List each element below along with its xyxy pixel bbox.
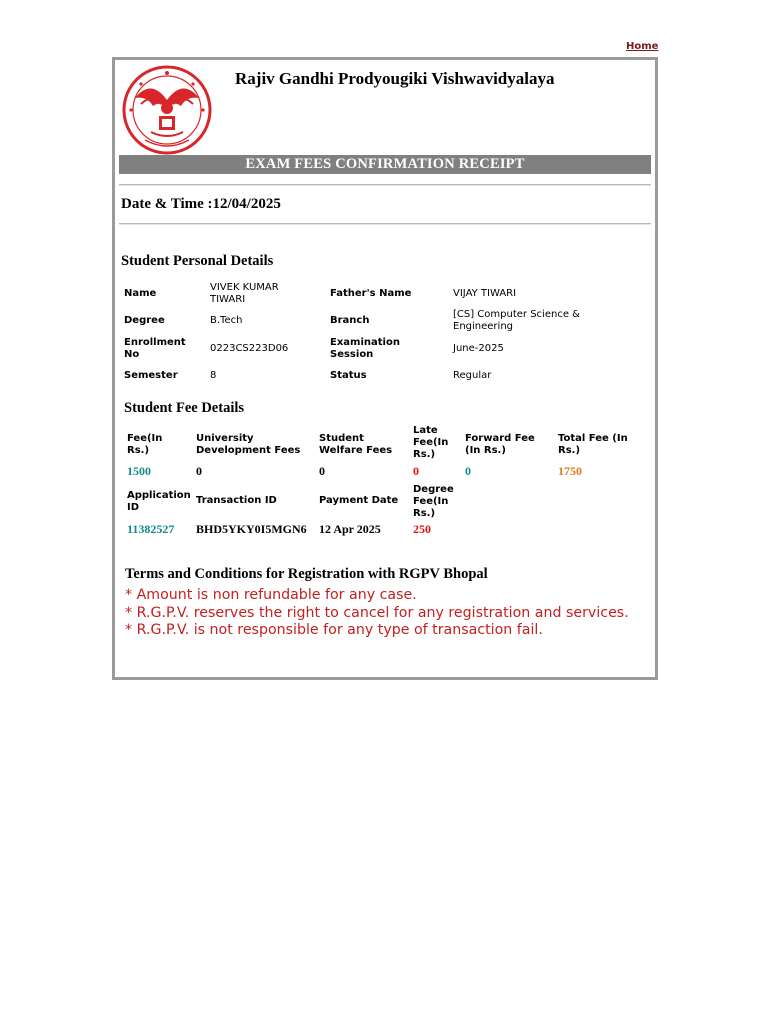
exam-session-value: June-2025	[453, 343, 504, 354]
application-id-label: Application ID	[127, 490, 191, 513]
father-name-label: Father's Name	[330, 288, 412, 299]
semester-value: 8	[210, 370, 217, 381]
late-fee-label: Late Fee(In Rs.)	[413, 425, 449, 460]
name-label: Name	[124, 288, 157, 299]
udf-value: 0	[196, 464, 202, 478]
total-fee-value: 1750	[558, 464, 582, 478]
university-name: Rajiv Gandhi Prodyougiki Vishwavidyalaya	[235, 69, 555, 88]
swf-label: Student Welfare Fees	[319, 433, 393, 456]
terms-heading: Terms and Conditions for Registration with RGPV Bhopal	[125, 566, 488, 582]
payment-date-label: Payment Date	[319, 495, 399, 506]
payment-date-value: 12 Apr 2025	[319, 522, 381, 536]
divider	[119, 184, 651, 186]
late-fee-value: 0	[413, 464, 419, 478]
udf-label: University Development Fees	[196, 433, 301, 456]
terms-item: * R.G.P.V. reserves the right to cancel for any registration and services.	[125, 604, 629, 621]
fee-label: Fee(In Rs.)	[127, 433, 163, 456]
fee-value: 1500	[127, 464, 151, 478]
exam-session-label: Examination Session	[330, 337, 400, 360]
university-seal-logo	[121, 64, 213, 156]
father-name-value: VIJAY TIWARI	[453, 288, 517, 299]
terms-item: * Amount is non refundable for any case.	[125, 587, 417, 603]
transaction-id-value: BHD5YKY0I5MGN6	[196, 522, 307, 536]
forward-fee-label: Forward Fee (In Rs.)	[465, 433, 535, 456]
name-value: VIVEK KUMAR TIWARI	[210, 282, 279, 305]
swf-value: 0	[319, 464, 325, 478]
terms-list	[125, 587, 635, 640]
home-link[interactable]: Home	[626, 41, 659, 52]
personal-details-heading: Student Personal Details	[121, 253, 274, 269]
fee-details-heading: Student Fee Details	[124, 400, 245, 416]
receipt-title: EXAM FEES CONFIRMATION RECEIPT	[119, 155, 651, 174]
branch-label: Branch	[330, 315, 370, 326]
date-time: Date & Time :12/04/2025	[121, 196, 281, 212]
divider	[119, 223, 651, 225]
terms-item: * R.G.P.V. is not responsible for any type of transaction fail.	[125, 622, 543, 638]
status-label: Status	[330, 370, 367, 381]
enrollment-value: 0223CS223D06	[210, 343, 289, 354]
degree-label: Degree	[124, 315, 165, 326]
status-value: Regular	[453, 370, 492, 381]
total-fee-label: Total Fee (In Rs.)	[558, 433, 628, 456]
forward-fee-value: 0	[465, 464, 471, 478]
semester-label: Semester	[124, 370, 178, 381]
degree-value: B.Tech	[210, 315, 243, 326]
branch-value: [CS] Computer Science & Engineering	[453, 309, 580, 332]
application-id-value: 11382527	[127, 522, 175, 536]
transaction-id-label: Transaction ID	[196, 495, 277, 506]
enrollment-label: Enrollment No	[124, 337, 186, 360]
degree-fee-value: 250	[413, 522, 431, 536]
degree-fee-label: Degree Fee(In Rs.)	[413, 484, 454, 519]
receipt-panel	[112, 57, 658, 680]
